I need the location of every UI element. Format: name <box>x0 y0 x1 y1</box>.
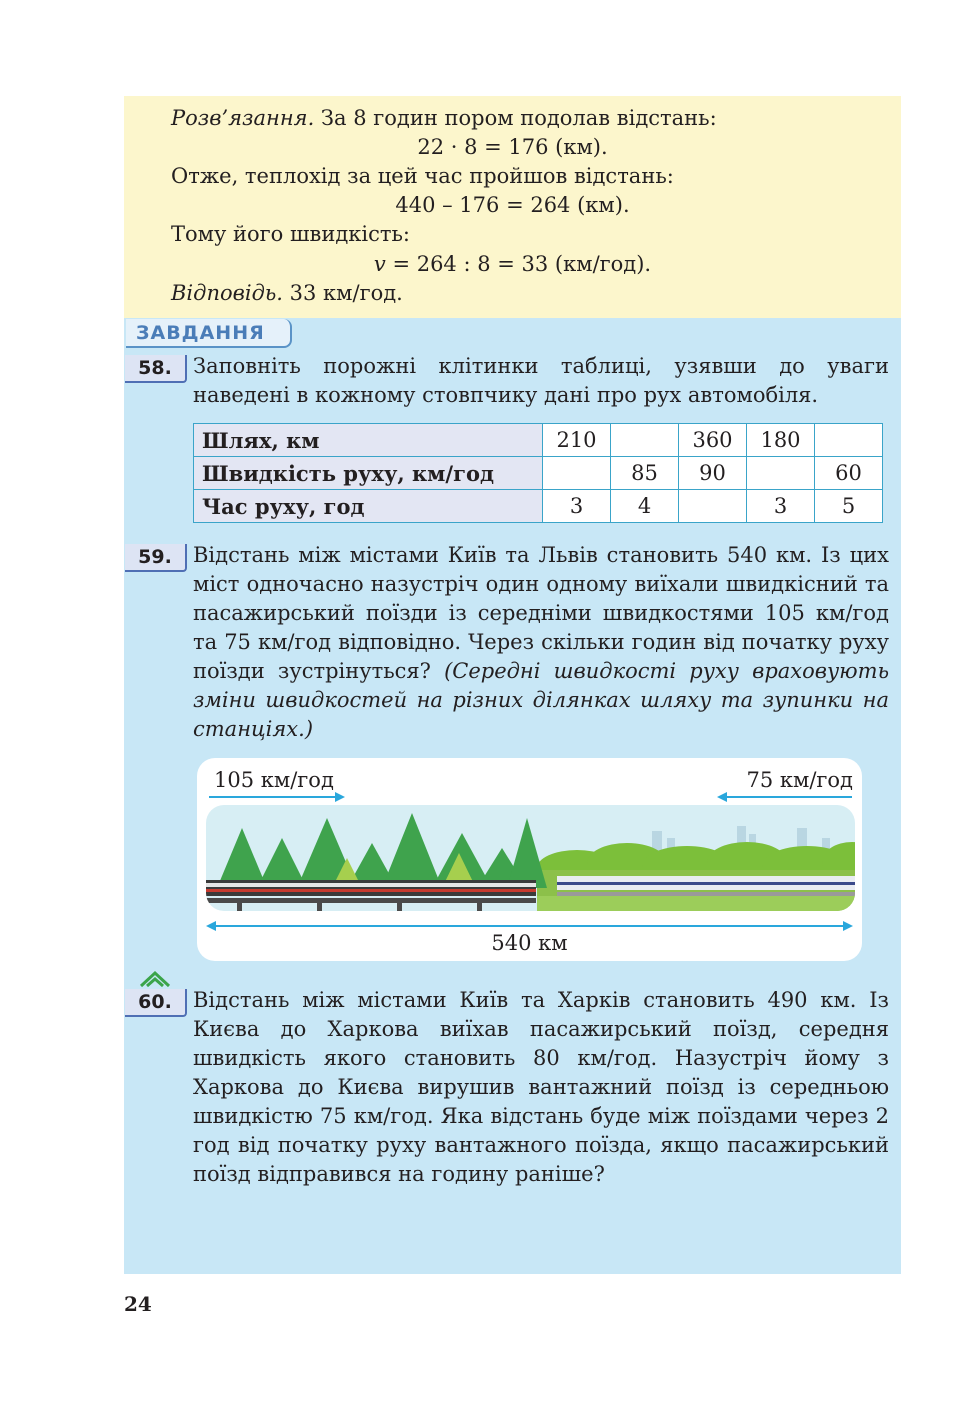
left-arrow-icon <box>209 792 345 802</box>
table-row <box>194 424 883 457</box>
table-cell: 3 <box>543 490 611 523</box>
equation-1 <box>124 133 901 161</box>
table-cell <box>543 457 611 490</box>
equation-3-text: = 264 : 8 = 33 (км/год). <box>385 252 652 276</box>
table-cell: 5 <box>815 490 883 523</box>
table-cell: 360 <box>679 424 747 457</box>
task-number-60: 60. <box>125 989 187 1017</box>
table-row <box>194 490 883 523</box>
distance-label: 540 км <box>491 931 568 955</box>
section-tag: ЗАВДАННЯ <box>126 319 292 348</box>
table-cell <box>815 424 883 457</box>
equation-3-var: v <box>373 252 386 276</box>
table-cell: 3 <box>747 490 815 523</box>
answer-label: Відповідь. <box>171 281 283 305</box>
task-text-58: Заповніть порожні клітинки таблиці, узявши до уваги наведені в кожному стовпчику дані про рух автомобіля. <box>193 354 889 407</box>
solution-line-2: Отже, теплохід за цей час пройшов відстань: <box>171 164 674 188</box>
row-label-distance: Шлях, км <box>194 424 543 457</box>
left-speed-label: 105 км/год <box>214 768 334 792</box>
solution-line-3: Тому його швидкість: <box>171 222 410 246</box>
task-number-58: 58. <box>125 355 187 383</box>
table-cell <box>611 424 679 457</box>
trains-illustration <box>197 758 862 961</box>
distance-arrow-icon <box>206 921 853 931</box>
equation-3 <box>124 250 901 278</box>
right-speed-label: 75 км/год <box>746 768 853 792</box>
solution-text-1: За 8 годин пором подолав відстань: <box>314 106 717 130</box>
task-number-59: 59. <box>125 544 187 572</box>
row-label-speed: Швидкість руху, км/год <box>194 457 543 490</box>
answer-text: 33 км/год. <box>282 281 403 305</box>
solution-label: Розв’язання. <box>171 106 315 130</box>
table-row <box>194 457 883 490</box>
table-cell: 4 <box>611 490 679 523</box>
table-cell: 85 <box>611 457 679 490</box>
row-label-time: Час руху, год <box>194 490 543 523</box>
solution-line-1 <box>171 104 717 132</box>
table-cell: 210 <box>543 424 611 457</box>
right-arrow-icon <box>717 792 852 802</box>
table-cell <box>679 490 747 523</box>
table-cell: 90 <box>679 457 747 490</box>
page-number: 24 <box>124 1292 152 1316</box>
equation-2 <box>124 191 901 219</box>
landscape-picture <box>206 805 862 913</box>
table-cell: 60 <box>815 457 883 490</box>
task-59-main: Відстань між містами Київ та Львів становить 540 км. Із цих міст одночасно назустріч один одному виїхали швидкісний та пасажирський поїзди із середніми швидкостями 105 км/год та 75 км/год відповідно. Через скільки годин від початку руху поїзди зустрінуться? <box>193 543 889 683</box>
task-text-60: Відстань між містами Київ та Харків становить 490 км. Із Києва до Харкова виїхав пасажирський поїзд, середня швидкість якого становить 80 км/год. Назустріч йому з Харкова до Києва вирушив вантажний поїзд із середньою швидкістю 75 км/год. Яка відстань буде між поїздами через 2 год від початку руху вантажного поїзда, якщо пасажирський поїзд відправився на годину раніше? <box>193 988 889 1186</box>
table-cell: 180 <box>747 424 815 457</box>
equation-1-text: 22 · 8 = 176 (км). <box>417 135 608 159</box>
equation-2-text: 440 – 176 = 264 (км). <box>395 193 630 217</box>
motion-table <box>193 423 883 523</box>
task-59-note: (Середні швидкості руху враховують зміни швидкостей на різних ділянках шляху та зупинки на станціях.) <box>193 659 890 741</box>
task-text-59 <box>193 541 889 744</box>
answer-line <box>171 279 403 307</box>
table-cell <box>747 457 815 490</box>
homework-house-icon <box>139 970 171 988</box>
